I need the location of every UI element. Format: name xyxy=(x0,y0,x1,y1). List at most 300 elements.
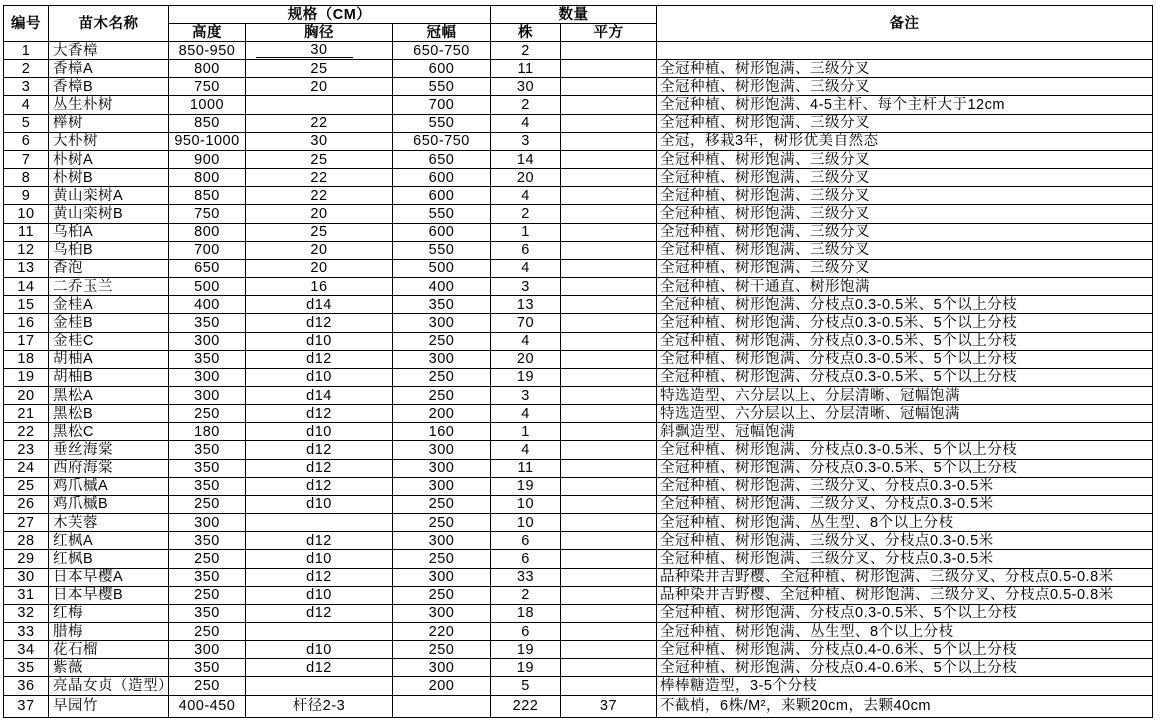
remarks-text: 全冠种植、树形饱满、4-5主杆、每个主杆大于12cm xyxy=(660,97,1005,114)
area-sqm-cell xyxy=(561,224,657,242)
plant-name-cell xyxy=(49,242,169,260)
plant-count-cell xyxy=(491,659,561,677)
row-number-text: 2 xyxy=(21,60,31,77)
plant-count-cell xyxy=(491,260,561,278)
remarks-cell xyxy=(657,641,1153,659)
area-sqm-cell xyxy=(561,133,657,151)
header-trunk-diameter: 胸径 xyxy=(246,24,393,42)
row-number-cell xyxy=(4,532,49,550)
remarks-text: 全冠种植、树形饱满、分枝点0.4-0.6米、5个以上分枝 xyxy=(660,641,1018,658)
plant-name-cell xyxy=(49,314,169,332)
row-number-text: 24 xyxy=(17,460,35,477)
plant-count-cell xyxy=(491,387,561,405)
crown-width-cell xyxy=(393,351,491,369)
plant-count-cell xyxy=(491,78,561,96)
height-cell xyxy=(169,605,246,623)
table-body xyxy=(3,42,1153,718)
plant-count-cell xyxy=(491,42,561,60)
area-sqm-cell xyxy=(561,587,657,605)
plant-count-text: 10 xyxy=(516,514,535,531)
height-text: 750 xyxy=(194,78,220,95)
plant-name-text: 乌桕A xyxy=(53,224,94,241)
remarks-cell xyxy=(657,587,1153,605)
crown-width-cell xyxy=(393,659,491,677)
trunk-diameter-cell xyxy=(246,296,393,314)
crown-width-cell xyxy=(393,133,491,151)
row-number-cell xyxy=(4,60,49,78)
crown-width-cell xyxy=(393,514,491,532)
plant-name-cell xyxy=(49,278,169,296)
plant-count-cell xyxy=(491,569,561,587)
plant-count-text: 19 xyxy=(516,369,535,386)
trunk-diameter-text: d12 xyxy=(306,605,332,622)
crown-width-cell xyxy=(393,42,491,60)
crown-width-cell xyxy=(393,60,491,78)
plant-count-text: 70 xyxy=(516,314,535,331)
crown-width-text: 300 xyxy=(428,478,455,495)
header-area-sqm: 平方 xyxy=(561,24,657,42)
crown-width-text: 500 xyxy=(428,260,455,277)
remarks-cell xyxy=(657,460,1153,478)
trunk-diameter-text: d12 xyxy=(306,659,332,676)
plant-count-text: 19 xyxy=(516,478,535,495)
plant-count-text: 2 xyxy=(521,97,530,114)
row-number-cell xyxy=(4,441,49,459)
row-number-text: 4 xyxy=(21,97,31,114)
area-sqm-cell xyxy=(561,460,657,478)
remarks-text: 全冠种植、树形饱满、三级分叉 xyxy=(660,115,870,132)
height-cell xyxy=(169,587,246,605)
height-cell xyxy=(169,550,246,568)
crown-width-cell xyxy=(393,405,491,423)
remarks-text: 全冠种植、树形饱满、丛生型、8个以上分枝 xyxy=(660,623,954,640)
row-number-text: 14 xyxy=(17,278,35,295)
remarks-cell xyxy=(657,242,1153,260)
area-sqm-cell xyxy=(561,351,657,369)
row-number-cell xyxy=(4,133,49,151)
row-number-text: 15 xyxy=(17,296,35,313)
trunk-diameter-cell xyxy=(246,224,393,242)
plant-count-cell xyxy=(491,641,561,659)
row-number-text: 32 xyxy=(17,605,35,622)
plant-name-cell xyxy=(49,587,169,605)
plant-name-cell xyxy=(49,333,169,351)
plant-name-cell xyxy=(49,296,169,314)
plant-name-cell xyxy=(49,405,169,423)
height-cell xyxy=(169,423,246,441)
height-cell xyxy=(169,314,246,332)
row-number-cell xyxy=(4,224,49,242)
plant-count-cell xyxy=(491,133,561,151)
row-number-text: 36 xyxy=(17,678,35,695)
trunk-diameter-cell xyxy=(246,677,393,695)
crown-width-text: 350 xyxy=(428,296,455,313)
plant-count-text: 2 xyxy=(521,587,530,604)
area-sqm-text: 37 xyxy=(599,698,618,715)
trunk-diameter-text: 30 xyxy=(310,133,328,150)
crown-width-cell xyxy=(393,78,491,96)
crown-width-cell xyxy=(393,605,491,623)
plant-name-cell xyxy=(49,187,169,205)
row-number-cell xyxy=(4,677,49,695)
plant-count-cell xyxy=(491,187,561,205)
plant-name-cell xyxy=(49,641,169,659)
plant-name-text: 黑松B xyxy=(53,405,94,422)
plant-name-text: 日本早樱B xyxy=(53,587,124,604)
crown-width-text: 650-750 xyxy=(413,42,470,59)
remarks-cell xyxy=(657,133,1153,151)
remarks-text: 全冠种植、树形饱满、丛生型、8个以上分枝 xyxy=(660,514,954,531)
plant-count-cell xyxy=(491,224,561,242)
height-text: 400 xyxy=(194,296,220,313)
trunk-diameter-cell xyxy=(246,205,393,223)
plant-count-text: 4 xyxy=(521,333,530,350)
row-number-cell xyxy=(4,187,49,205)
plant-count-text: 11 xyxy=(517,460,534,477)
plant-name-cell xyxy=(49,260,169,278)
row-number-cell xyxy=(4,333,49,351)
height-cell xyxy=(169,641,246,659)
row-number-text: 21 xyxy=(17,405,35,422)
height-cell xyxy=(169,532,246,550)
plant-count-text: 6 xyxy=(521,532,530,549)
crown-width-cell xyxy=(393,278,491,296)
crown-width-text: 600 xyxy=(428,169,455,186)
trunk-diameter-text: d12 xyxy=(306,460,332,477)
remarks-text: 全冠种植、树形饱满、三级分叉 xyxy=(660,60,870,77)
crown-width-text: 400 xyxy=(428,278,455,295)
plant-name-text: 乌桕B xyxy=(53,242,94,259)
height-text: 950-1000 xyxy=(174,133,240,150)
crown-width-text: 250 xyxy=(428,496,455,513)
area-sqm-cell xyxy=(561,314,657,332)
trunk-diameter-cell xyxy=(246,115,393,133)
plant-name-cell xyxy=(49,460,169,478)
height-cell xyxy=(169,333,246,351)
trunk-diameter-cell xyxy=(246,532,393,550)
row-number-text: 31 xyxy=(17,587,35,604)
plant-count-cell xyxy=(491,333,561,351)
area-sqm-cell xyxy=(561,187,657,205)
height-cell xyxy=(169,478,246,496)
row-number-text: 17 xyxy=(17,333,35,350)
plant-name-text: 金桂C xyxy=(53,333,94,350)
remarks-text: 全冠种植、树形饱满、分枝点0.3-0.5米、5个以上分枝 xyxy=(660,351,1018,368)
area-sqm-cell xyxy=(561,641,657,659)
plant-count-cell xyxy=(491,296,561,314)
trunk-diameter-text: d10 xyxy=(306,587,332,604)
row-number-text: 29 xyxy=(17,550,35,567)
crown-width-cell xyxy=(393,96,491,114)
trunk-diameter-cell xyxy=(246,405,393,423)
trunk-diameter-text: d10 xyxy=(306,369,332,386)
row-number-text: 13 xyxy=(17,260,35,277)
plant-count-text: 1 xyxy=(521,423,530,440)
row-number-cell xyxy=(4,587,49,605)
plant-name-cell xyxy=(49,387,169,405)
plant-name-cell xyxy=(49,569,169,587)
remarks-text: 全冠种植、树形饱满、三级分叉、分枝点0.3-0.5米 xyxy=(660,478,994,495)
trunk-diameter-cell xyxy=(246,151,393,169)
trunk-diameter-cell xyxy=(246,333,393,351)
plant-count-text: 30 xyxy=(516,78,535,95)
crown-width-cell xyxy=(393,696,491,718)
plant-name-text: 黄山栾树A xyxy=(53,187,124,204)
height-text: 1000 xyxy=(189,97,225,114)
row-number-cell xyxy=(4,115,49,133)
remarks-text: 全冠种植、树形饱满、三级分叉 xyxy=(660,224,870,241)
remarks-cell xyxy=(657,605,1153,623)
remarks-text: 全冠种植、树形饱满、三级分叉、分枝点0.3-0.5米 xyxy=(660,532,994,549)
crown-width-text: 160 xyxy=(428,423,455,440)
height-text: 300 xyxy=(194,514,220,531)
trunk-diameter-cell xyxy=(246,696,393,718)
plant-name-cell xyxy=(49,496,169,514)
height-cell xyxy=(169,115,246,133)
remarks-text: 特选造型、六分层以上、分层清晰、冠幅饱满 xyxy=(660,405,960,422)
plant-count-cell xyxy=(491,96,561,114)
plant-name-text: 亮晶女贞（造型） xyxy=(53,678,173,695)
height-text: 800 xyxy=(194,169,220,186)
height-cell xyxy=(169,496,246,514)
trunk-diameter-cell xyxy=(246,78,393,96)
height-text: 350 xyxy=(194,478,220,495)
header-plant-name: 苗木名称 xyxy=(49,6,169,42)
plant-name-text: 黑松A xyxy=(53,387,94,404)
trunk-diameter-cell xyxy=(246,441,393,459)
height-cell xyxy=(169,169,246,187)
area-sqm-cell xyxy=(561,423,657,441)
height-text: 650 xyxy=(194,260,220,277)
trunk-diameter-cell xyxy=(246,187,393,205)
remarks-text: 品种染井吉野樱、全冠种植、树形饱满、三级分叉、分枝点0.5-0.8米 xyxy=(660,569,1114,586)
area-sqm-cell xyxy=(561,677,657,695)
plant-name-text: 红梅 xyxy=(53,605,83,622)
row-number-cell xyxy=(4,205,49,223)
plant-name-cell xyxy=(49,677,173,695)
plant-count-text: 5 xyxy=(521,678,530,695)
crown-width-cell xyxy=(393,641,491,659)
height-text: 900 xyxy=(194,151,220,168)
plant-count-cell xyxy=(491,423,561,441)
trunk-diameter-cell xyxy=(246,496,393,514)
plant-count-text: 222 xyxy=(512,698,539,715)
plant-count-text: 6 xyxy=(521,623,530,640)
area-sqm-cell xyxy=(561,42,657,60)
plant-count-cell xyxy=(491,314,561,332)
area-sqm-cell xyxy=(561,115,657,133)
plant-count-cell xyxy=(491,278,561,296)
row-number-text: 7 xyxy=(21,151,31,168)
plant-name-text: 红枫A xyxy=(53,532,94,549)
height-cell xyxy=(169,369,246,387)
remarks-text: 全冠种植、树形饱满、三级分叉、分枝点0.3-0.5米 xyxy=(660,496,994,513)
area-sqm-cell xyxy=(561,369,657,387)
trunk-diameter-text: d12 xyxy=(306,478,332,495)
plant-name-text: 大香樟 xyxy=(53,42,98,59)
crown-width-text: 250 xyxy=(428,333,455,350)
trunk-diameter-text: d12 xyxy=(306,351,332,368)
height-cell xyxy=(169,387,246,405)
row-number-text: 3 xyxy=(21,78,31,95)
height-cell xyxy=(169,133,246,151)
plant-name-cell xyxy=(49,441,169,459)
plant-name-text: 木芙蓉 xyxy=(53,514,98,531)
crown-width-cell xyxy=(393,587,491,605)
remarks-cell xyxy=(657,296,1153,314)
trunk-diameter-cell xyxy=(246,587,393,605)
row-number-text: 19 xyxy=(17,369,35,386)
plant-name-cell xyxy=(49,169,169,187)
plant-count-text: 19 xyxy=(516,641,535,658)
remarks-text: 全冠种植、树形饱满、分枝点0.3-0.5米、5个以上分枝 xyxy=(660,442,1018,459)
row-number-cell xyxy=(4,514,49,532)
height-cell xyxy=(169,278,246,296)
plant-count-text: 4 xyxy=(521,442,530,459)
trunk-diameter-text: 杆径2-3 xyxy=(292,698,346,715)
trunk-diameter-text: d12 xyxy=(306,405,332,422)
plant-count-cell xyxy=(491,550,561,568)
height-text: 350 xyxy=(194,569,220,586)
height-text: 180 xyxy=(194,423,220,440)
trunk-diameter-text: d10 xyxy=(306,641,332,658)
plant-name-cell xyxy=(49,205,169,223)
row-number-cell xyxy=(4,423,49,441)
crown-width-cell xyxy=(393,314,491,332)
plant-name-text: 香泡 xyxy=(53,260,83,277)
row-number-text: 34 xyxy=(17,641,35,658)
row-number-text: 28 xyxy=(17,532,35,549)
trunk-diameter-cell xyxy=(246,169,393,187)
trunk-diameter-cell xyxy=(246,623,393,641)
area-sqm-cell xyxy=(561,441,657,459)
height-cell xyxy=(169,260,246,278)
trunk-diameter-cell xyxy=(246,605,393,623)
plant-name-cell xyxy=(49,351,169,369)
height-cell xyxy=(169,78,246,96)
trunk-diameter-text: 20 xyxy=(310,78,328,95)
remarks-text: 全冠种植、树干通直、树形饱满 xyxy=(660,278,870,295)
plant-name-cell xyxy=(49,42,169,60)
trunk-diameter-text: 25 xyxy=(310,224,328,241)
remarks-text: 斜飘造型、冠幅饱满 xyxy=(660,423,795,440)
plant-count-text: 19 xyxy=(516,659,535,676)
plant-count-text: 18 xyxy=(516,605,535,622)
plant-count-text: 20 xyxy=(516,169,535,186)
remarks-cell xyxy=(657,260,1153,278)
height-text: 750 xyxy=(194,205,220,222)
row-number-cell xyxy=(4,260,49,278)
plant-count-cell xyxy=(491,677,561,695)
height-cell xyxy=(169,677,246,695)
plant-count-cell xyxy=(491,369,561,387)
area-sqm-cell xyxy=(561,333,657,351)
row-number-cell xyxy=(4,405,49,423)
trunk-diameter-text: 20 xyxy=(310,242,328,259)
remarks-cell xyxy=(657,696,1153,718)
crown-width-cell xyxy=(393,151,491,169)
plant-name-text: 垂丝海棠 xyxy=(53,442,113,459)
plant-name-text: 黑松C xyxy=(53,423,94,440)
trunk-diameter-cell xyxy=(246,242,393,260)
height-cell xyxy=(169,205,246,223)
remarks-cell xyxy=(657,514,1153,532)
crown-width-text: 300 xyxy=(428,569,455,586)
crown-width-text: 700 xyxy=(428,97,455,114)
remarks-text: 全冠种植、树形饱满、三级分叉 xyxy=(660,169,870,186)
crown-width-text: 300 xyxy=(428,605,455,622)
row-number-cell xyxy=(4,151,49,169)
remarks-text: 特选造型、六分层以上、分层清晰、冠幅饱满 xyxy=(660,387,960,404)
trunk-diameter-cell xyxy=(246,423,393,441)
remarks-cell xyxy=(657,78,1153,96)
crown-width-cell xyxy=(393,441,491,459)
plant-name-cell xyxy=(49,478,169,496)
trunk-diameter-text: 25 xyxy=(310,60,328,77)
plant-count-cell xyxy=(491,478,561,496)
trunk-diameter-text: 16 xyxy=(310,278,328,295)
row-number-text: 11 xyxy=(17,224,35,241)
plant-name-cell xyxy=(49,224,169,242)
plant-name-cell xyxy=(49,605,169,623)
remarks-text: 全冠种植、树形饱满、分枝点0.3-0.5米、5个以上分枝 xyxy=(660,605,1018,622)
height-text: 300 xyxy=(194,387,220,404)
crown-width-cell xyxy=(393,496,491,514)
crown-width-cell xyxy=(393,169,491,187)
crown-width-text: 300 xyxy=(428,351,455,368)
crown-width-cell xyxy=(393,478,491,496)
plant-name-text: 榉树 xyxy=(53,115,83,132)
plant-name-text: 香樟B xyxy=(53,78,94,95)
height-text: 300 xyxy=(194,641,220,658)
remarks-cell xyxy=(657,205,1153,223)
plant-name-text: 花石榴 xyxy=(53,641,98,658)
trunk-diameter-cell xyxy=(246,96,393,114)
crown-width-cell xyxy=(393,205,491,223)
height-text: 250 xyxy=(194,405,220,422)
row-number-text: 26 xyxy=(17,496,35,513)
height-cell xyxy=(169,623,246,641)
height-cell xyxy=(169,296,246,314)
height-cell xyxy=(169,42,246,60)
plant-count-text: 10 xyxy=(516,496,535,513)
trunk-diameter-text: 22 xyxy=(310,187,328,204)
plant-name-cell xyxy=(49,550,169,568)
header-row-number: 编号 xyxy=(4,6,49,42)
plant-count-text: 4 xyxy=(521,187,530,204)
row-number-text: 5 xyxy=(21,115,31,132)
header-quantity: 数量 xyxy=(491,6,657,24)
plant-name-text: 黄山栾树B xyxy=(53,205,124,222)
row-number-cell xyxy=(4,96,49,114)
remarks-cell xyxy=(657,677,1153,695)
plant-count-text: 4 xyxy=(521,260,530,277)
plant-name-cell xyxy=(49,96,169,114)
trunk-diameter-cell xyxy=(246,351,393,369)
area-sqm-cell xyxy=(561,514,657,532)
row-number-text: 18 xyxy=(17,351,35,368)
area-sqm-cell xyxy=(561,278,657,296)
row-number-text: 23 xyxy=(17,442,35,459)
remarks-cell xyxy=(657,532,1153,550)
row-number-text: 16 xyxy=(17,314,35,331)
trunk-diameter-cell xyxy=(246,478,393,496)
plant-count-cell xyxy=(491,587,561,605)
area-sqm-cell xyxy=(561,151,657,169)
plant-name-text: 二乔玉兰 xyxy=(53,278,113,295)
remarks-cell xyxy=(657,42,1153,60)
plant-name-cell xyxy=(49,78,169,96)
